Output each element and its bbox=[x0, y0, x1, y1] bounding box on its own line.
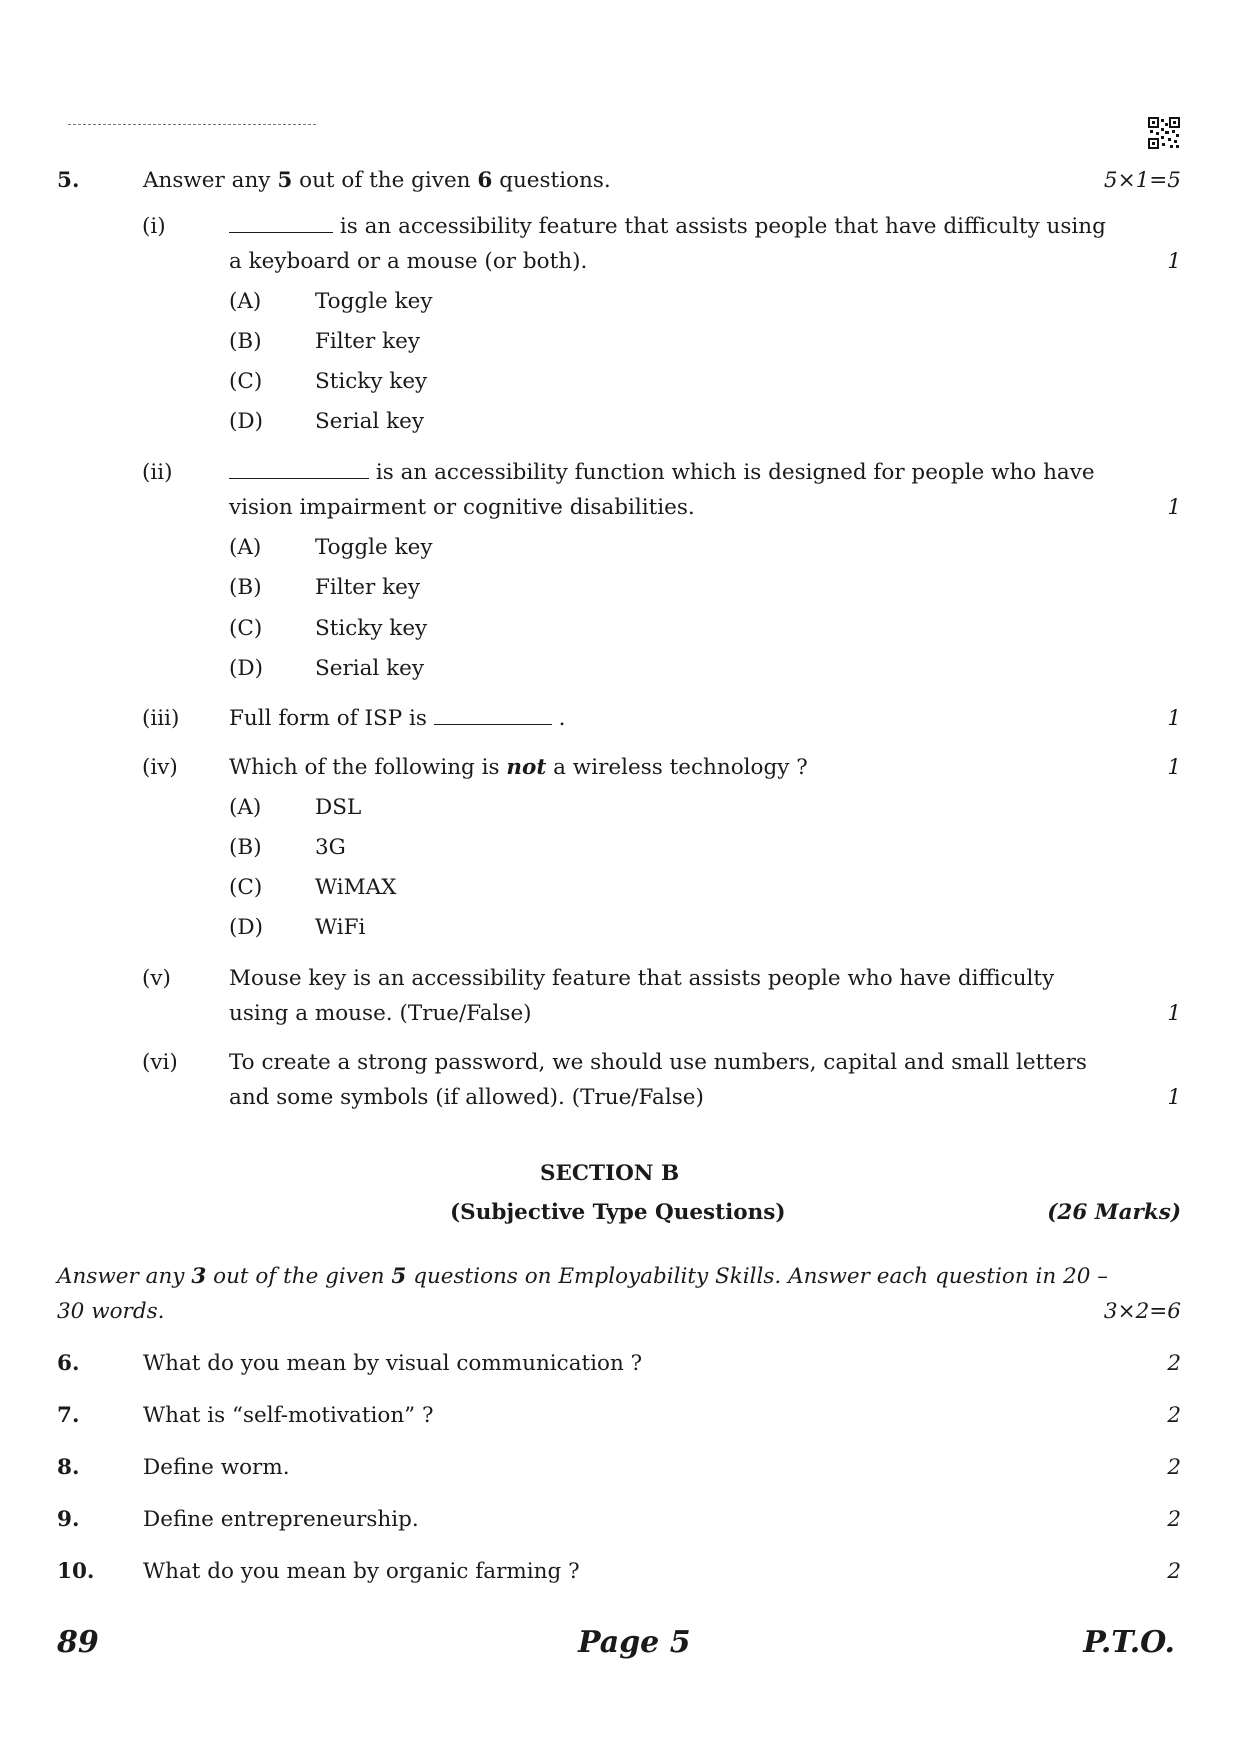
subquestion-text: vision impairment or cognitive disabilities. bbox=[229, 495, 695, 520]
qr-code-icon bbox=[1148, 117, 1180, 149]
subquestion-text: Which of the following is not a wireless technology ? bbox=[229, 755, 808, 780]
question-number: 9. bbox=[57, 1507, 80, 1532]
subquestion-text: To create a strong password, we should use numbers, capital and small letters bbox=[229, 1050, 1087, 1075]
question-prompt: Answer any 5 out of the given 6 questions. bbox=[143, 168, 611, 193]
option-text: Serial key bbox=[315, 409, 425, 434]
section-instruction-marks: 3×2=6 bbox=[1103, 1299, 1181, 1324]
section-title: SECTION B bbox=[540, 1161, 680, 1186]
option-letter: (B) bbox=[229, 329, 262, 354]
question-marks: 2 bbox=[1167, 1507, 1181, 1532]
subquestion-label: (iv) bbox=[142, 755, 178, 780]
subquestion-text: is an accessibility function which is designed for people who have bbox=[229, 459, 1118, 486]
section-marks: (26 Marks) bbox=[1047, 1200, 1181, 1225]
question-text: Define entrepreneurship. bbox=[143, 1507, 419, 1532]
option-letter: (B) bbox=[229, 575, 262, 600]
option-letter: (B) bbox=[229, 835, 262, 860]
option-text: Sticky key bbox=[315, 369, 428, 394]
option-letter: (A) bbox=[229, 535, 262, 560]
subquestion-text: using a mouse. (True/False) bbox=[229, 1001, 532, 1026]
option-letter: (C) bbox=[229, 369, 263, 394]
header-rule bbox=[68, 124, 316, 125]
question-number: 8. bbox=[57, 1455, 80, 1480]
subquestion-text: a keyboard or a mouse (or both). bbox=[229, 249, 588, 274]
subquestion-marks: 1 bbox=[1167, 1085, 1181, 1110]
option-text: Toggle key bbox=[315, 289, 433, 314]
subquestion-marks: 1 bbox=[1167, 249, 1181, 274]
question-marks: 2 bbox=[1167, 1403, 1181, 1428]
subquestion-label: (iii) bbox=[142, 706, 180, 731]
question-marks: 2 bbox=[1167, 1455, 1181, 1480]
option-letter: (C) bbox=[229, 616, 263, 641]
option-text: Filter key bbox=[315, 329, 421, 354]
subquestion-text: Mouse key is an accessibility feature that assists people who have difficulty bbox=[229, 966, 1055, 991]
option-text: Filter key bbox=[315, 575, 421, 600]
question-marks: 5×1=5 bbox=[1103, 168, 1181, 193]
subquestion-label: (vi) bbox=[142, 1050, 178, 1075]
section-instructions: 30 words. bbox=[57, 1299, 165, 1324]
question-text: What do you mean by visual communication ? bbox=[143, 1351, 643, 1376]
subquestion-text: Full form of ISP is . bbox=[229, 706, 566, 731]
subquestion-marks: 1 bbox=[1167, 755, 1181, 780]
question-marks: 2 bbox=[1167, 1559, 1181, 1584]
subquestion-marks: 1 bbox=[1167, 706, 1181, 731]
option-text: Sticky key bbox=[315, 616, 428, 641]
subquestion-marks: 1 bbox=[1167, 1001, 1181, 1026]
subquestion-text: is an accessibility feature that assists people that have difficulty using bbox=[229, 213, 1118, 240]
subquestion-label: (i) bbox=[142, 214, 166, 239]
option-letter: (D) bbox=[229, 409, 264, 434]
question-text: What do you mean by organic farming ? bbox=[143, 1559, 580, 1584]
question-number: 5. bbox=[57, 168, 80, 193]
page-number: Page 5 bbox=[578, 1625, 691, 1660]
subquestion-label: (v) bbox=[142, 966, 171, 991]
option-letter: (A) bbox=[229, 289, 262, 314]
paper-code: 89 bbox=[57, 1625, 99, 1660]
option-letter: (D) bbox=[229, 915, 264, 940]
option-letter: (D) bbox=[229, 656, 264, 681]
question-text: What is “self-motivation” ? bbox=[143, 1403, 434, 1428]
option-text: Toggle key bbox=[315, 535, 433, 560]
subquestion-label: (ii) bbox=[142, 460, 173, 485]
question-number: 7. bbox=[57, 1403, 80, 1428]
question-number: 6. bbox=[57, 1351, 80, 1376]
section-subtitle: (Subjective Type Questions) bbox=[450, 1200, 786, 1225]
question-text: Define worm. bbox=[143, 1455, 290, 1480]
option-text: WiFi bbox=[315, 915, 366, 940]
option-text: WiMAX bbox=[315, 875, 397, 900]
option-text: Serial key bbox=[315, 656, 425, 681]
option-letter: (A) bbox=[229, 795, 262, 820]
question-number: 10. bbox=[57, 1559, 95, 1584]
section-instructions: Answer any 3 out of the given 5 questions on Employability Skills. Answer each question in 20 – bbox=[57, 1264, 1109, 1289]
subquestion-marks: 1 bbox=[1167, 495, 1181, 520]
option-letter: (C) bbox=[229, 875, 263, 900]
option-text: DSL bbox=[315, 795, 362, 820]
question-marks: 2 bbox=[1167, 1351, 1181, 1376]
please-turn-over: P.T.O. bbox=[1083, 1625, 1175, 1660]
option-text: 3G bbox=[315, 835, 346, 860]
subquestion-text: and some symbols (if allowed). (True/False) bbox=[229, 1085, 704, 1110]
